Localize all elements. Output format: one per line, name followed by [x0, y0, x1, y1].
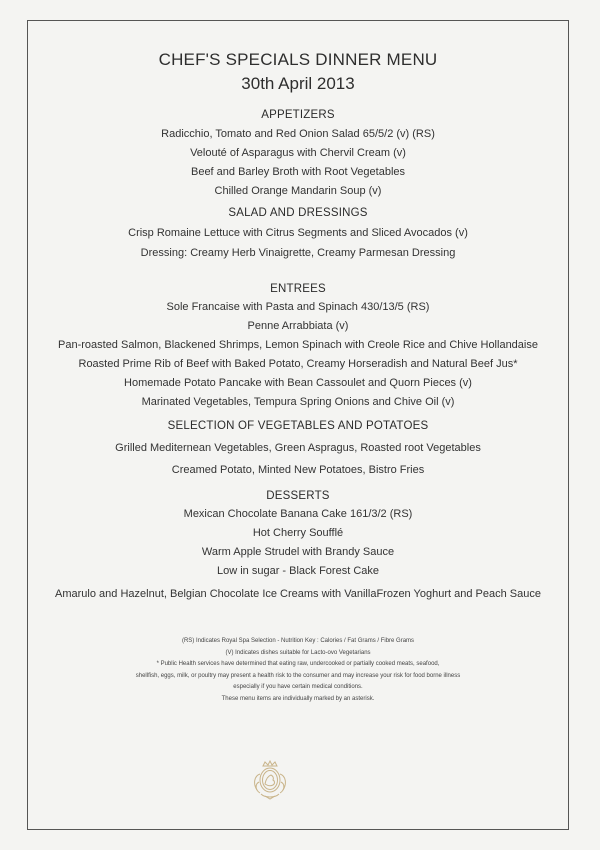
section-heading: DESSERTS: [266, 490, 330, 502]
footnote-health-1: * Public Health services have determined that eating raw, undercooked or partially cooked meats, seafood,: [156, 661, 440, 667]
menu-item: Beef and Barley Broth with Root Vegetables: [190, 166, 406, 178]
footnote-health-3: especially if you have certain medical conditions.: [233, 684, 363, 690]
section-heading: SALAD AND DRESSINGS: [228, 207, 368, 219]
crest-emblem-icon: [251, 760, 289, 800]
menu-item: Sole Francaise with Pasta and Spinach 430/13/5 (RS): [166, 301, 430, 313]
section-entrees: [27, 282, 569, 412]
menu-item: Amarulo and Hazelnut, Belgian Chocolate Ice Creams with VanillaFrozen Yoghurt and Peach Sauce: [55, 588, 541, 600]
menu-item: Penne Arrabbiata (v): [247, 320, 349, 332]
menu-title: CHEF'S SPECIALS DINNER MENU: [158, 50, 438, 69]
menu-item: Mexican Chocolate Banana Cake 161/3/2 (RS): [183, 508, 413, 520]
footer-notes: [27, 636, 569, 705]
section-salad-dressings: [27, 206, 569, 263]
footnote-rs: (RS) Indicates Royal Spa Selection - Nutrition Key : Calories / Fat Grams / Fibre Grams: [181, 638, 415, 644]
menu-item: Grilled Mediternean Vegetables, Green Aspragus, Roasted root Vegetables: [115, 442, 481, 454]
menu-item: Pan-roasted Salmon, Blackened Shrimps, Lemon Spinach with Creole Rice and Chive Hollandaise: [58, 339, 538, 351]
menu-item: Radicchio, Tomato and Red Onion Salad 65/5/2 (v) (RS): [161, 128, 435, 140]
menu-item: Homemade Potato Pancake with Bean Cassoulet and Quorn Pieces (v): [124, 377, 472, 389]
section-heading: SELECTION OF VEGETABLES AND POTATOES: [167, 420, 429, 432]
section-heading: APPETIZERS: [261, 109, 335, 121]
section-vegetables-potatoes: [27, 419, 569, 481]
menu-item: Roasted Prime Rib of Beef with Baked Potato, Creamy Horseradish and Natural Beef Jus*: [78, 358, 518, 370]
section-heading: ENTREES: [270, 283, 326, 295]
menu-item: Marinated Vegetables, Tempura Spring Onions and Chive Oil (v): [141, 396, 455, 408]
menu-date: 30th April 2013: [241, 74, 355, 93]
menu-item: Dressing: Creamy Herb Vinaigrette, Creamy Parmesan Dressing: [140, 247, 456, 259]
menu-item: Low in sugar - Black Forest Cake: [216, 565, 379, 577]
footnote-vegetarian: (V) Indicates dishes suitable for Lacto-ovo Vegetarians: [225, 649, 371, 656]
menu-item: Chilled Orange Mandarin Soup (v): [214, 185, 382, 197]
menu-item: Velouté of Asparagus with Chervil Cream (v): [190, 147, 406, 159]
section-desserts: [27, 489, 569, 604]
menu-item: Hot Cherry Soufflé: [252, 527, 344, 539]
menu-item: Warm Apple Strudel with Brandy Sauce: [201, 546, 395, 558]
footnote-health-2: shellfish, eggs, milk, or poultry may present a health risk to the consumer and may increase your risk for food borne illness: [135, 672, 461, 679]
footnote-asterisk: These menu items are individually marked by an asterisk.: [221, 695, 375, 702]
section-appetizers: [27, 108, 569, 201]
menu-item: Creamed Potato, Minted New Potatoes, Bistro Fries: [171, 464, 425, 476]
menu-item: Crisp Romaine Lettuce with Citrus Segments and Sliced Avocados (v): [128, 227, 468, 239]
